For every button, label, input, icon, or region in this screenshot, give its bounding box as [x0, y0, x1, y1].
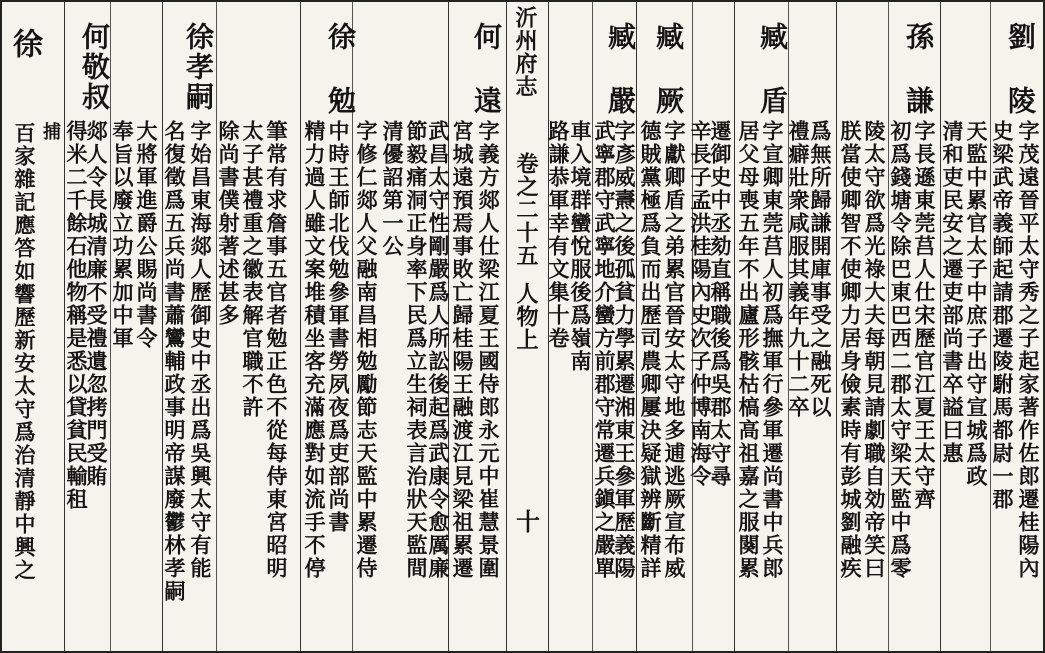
person-name: 何敬叔: [78, 22, 111, 112]
text-column: 宮城遠預焉事敗亡歸桂陽王融渡江見梁祖累遷: [450, 120, 475, 580]
person-name: 陵: [1004, 86, 1037, 116]
text-column: 德賊黨極爲負而出歷司農卿屢決疑獄辨斷精詳: [638, 120, 663, 580]
text-column: 字義方郯人仕梁江夏王國侍郎永元中崔慧景圍: [476, 120, 501, 580]
section-label: 人物上: [513, 282, 539, 351]
text-column: 捕: [40, 122, 61, 142]
text-column: 百家雜記應答如響歷新安太守爲治清靜中興之: [12, 122, 37, 582]
person-name: 徐孝嗣: [182, 22, 215, 112]
person-name: 厥: [652, 86, 685, 116]
person-name: 臧: [652, 22, 685, 52]
text-column: 節毅痛洞正身率下民爲立生祠表言治狀天監間: [404, 120, 429, 580]
book-title-band: [511, 6, 539, 156]
text-column: 字修仁郯人父融南昌相勉勵節志天監中累遷侍: [354, 120, 379, 580]
text-column: 初爲錢塘令除巴東巴西二郡太守梁天監中爲零: [888, 120, 913, 580]
text-column: 武昌太守性剛嚴爲人所訟後起爲武康令愈厲廉: [426, 120, 451, 580]
person-name: 劉: [1004, 22, 1037, 52]
text-column: 筆常有求詹事五官者勉正色不從每侍東宮昭明: [264, 120, 289, 580]
text-column: 字獻卿盾之弟累官晉安太守地多逋逃厥宣布威: [662, 120, 687, 580]
text-column: 除尚書僕射著述甚多: [216, 120, 241, 327]
folio-number: 十: [516, 507, 540, 536]
text-column: 武寧郡守武寧地介蠻方前郡守常遷兵鎭之嚴單: [592, 120, 617, 580]
text-column: 辛長子孟洪桂陽內史次子仲博南海令: [688, 120, 713, 488]
person-name: 孫: [902, 22, 935, 52]
person-name: 何: [470, 22, 503, 52]
text-column: 清和吏民安之遷吏部尚書卒謚曰惠: [940, 120, 965, 465]
person-name: 臧: [756, 22, 789, 52]
person-name: 勉: [324, 86, 357, 116]
text-column: 禮癖壯衆咸服其義年九十二卒: [786, 120, 811, 419]
text-column: 字彥威燾之後孤貧力學累遷湘東王參軍歷義陽: [612, 120, 637, 580]
text-column: 字宣卿東莞莒人初爲撫軍行參軍遷尚書中兵郎: [760, 120, 785, 580]
text-column: 字長遜東莞莒人仕宋歷官江夏王太守齊: [912, 120, 937, 511]
text-column: 字茂遠晉平太守秀之子起家著作佐郎遷桂陽內: [1016, 120, 1041, 580]
text-column: 天監中累官太子中庶子出守宣城爲政: [964, 120, 989, 488]
text-column: 名復徵爲五兵尚書蕭鸞輔政事明帝謀廢鬱林孝嗣: [162, 120, 187, 603]
text-column: 史梁武帝義師起請郡遷陵駙馬都尉一郡: [990, 120, 1015, 511]
person-name: 盾: [756, 86, 789, 116]
person-name: 遠: [470, 86, 503, 116]
text-column: 大將軍進爵公賜尚書令: [134, 120, 159, 350]
text-column: 得米二千餘石他物稱是悉以貸貧民輸租: [64, 120, 89, 511]
text-column: 太子甚禮重之徽表解官職不許: [240, 120, 265, 419]
person-name: 嚴: [604, 86, 637, 116]
text-column: 居父母喪五年不出廬形骸枯槁高祖嘉之服闋累: [736, 120, 761, 580]
juan-label: 卷之二十五: [513, 152, 539, 267]
text-column: 精力過人雖文案堆積坐客充滿應對如流手不停: [302, 120, 327, 580]
text-column: 朕當使卿智不使卿力居身儉素時有彭城劉融疾: [838, 120, 863, 580]
text-column: 清優詔第一公: [380, 120, 405, 258]
person-name: 徐: [324, 22, 357, 52]
person-name: 謙: [902, 86, 935, 116]
person-name: 臧: [604, 22, 637, 52]
text-column: 中時王師北伐勉參軍書勞夙夜爲吏部尚書: [326, 120, 351, 534]
text-column: 爲無所歸謙開庫事受之融死以: [808, 120, 833, 419]
text-column: 奉旨以廢立功累加中軍: [110, 120, 135, 350]
text-column: 車入境群蠻悅服後爲嶺南: [568, 120, 593, 373]
text-column: 遷御史中丞劾直稱職後爲吳郡太守尋: [708, 120, 733, 488]
text-column: 陵太守欲爲光祿大夫每朝見請劇職自効帝笑曰: [862, 120, 887, 580]
center-fold-rule: [506, 2, 507, 651]
book-title: 沂州府志: [512, 6, 538, 98]
text-column: 路謙恭軍幸有文集十卷: [546, 120, 571, 350]
text-column: 字始昌東海郯人歷御史中丞出爲吳興太守有能: [188, 120, 213, 580]
person-name: 徐: [7, 28, 42, 72]
text-column: 郯人令長城清廉不受禮遺忽拷門受賄: [84, 120, 109, 488]
